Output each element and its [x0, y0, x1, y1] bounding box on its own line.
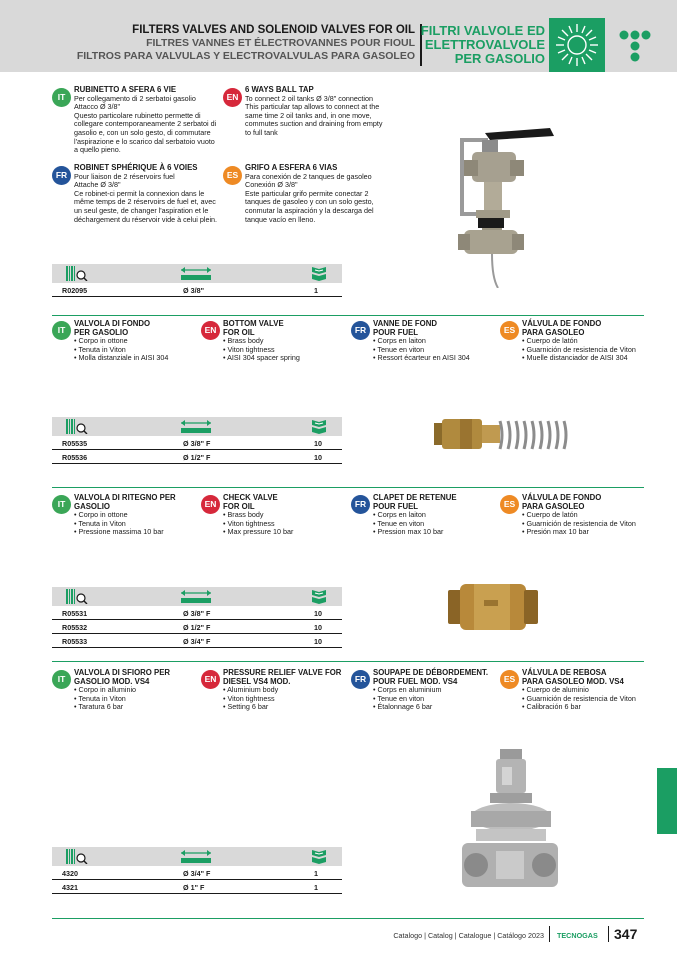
table-row: [52, 620, 342, 634]
table-row: [52, 866, 342, 880]
feature-list: [223, 511, 343, 537]
product-title: GASOLIO MOD. VS4: [74, 676, 150, 686]
article-qty: 10: [314, 609, 322, 618]
article-size: Ø 3/8": [183, 286, 204, 295]
product-title: POUR FUEL: [373, 327, 419, 337]
header-title-en: FILTERS VALVES AND SOLENOID VALVES FOR OIL: [132, 24, 415, 36]
rubinetto-fr-desc: [74, 164, 224, 224]
article-code: 4321: [62, 883, 78, 892]
article-qty: 10: [314, 453, 322, 462]
section-side-tab: [657, 768, 677, 834]
feature-list: [223, 686, 353, 712]
feature-item: • Brass body: [223, 511, 343, 520]
feature-item: • Viton tightness: [223, 695, 353, 704]
feature-item: • Viton tightness: [223, 520, 343, 529]
product-title: POUR FUEL MOD. VS4: [373, 676, 458, 686]
lang-badge-fr: FR: [351, 495, 370, 514]
lang-badge-es: ES: [223, 166, 242, 185]
desc-line: Questo particolare rubinetto permette di: [74, 110, 201, 120]
product-title: VÁLVULA DE FONDO: [522, 493, 602, 502]
article-qty: 1: [314, 869, 318, 878]
feature-item: • Guarnición de resistencia de Viton: [522, 695, 652, 704]
feature-item: • Pressione massima 10 bar: [74, 528, 199, 537]
header-title-fr: FILTRES VANNES ET ÉLECTROVANNES POUR FIOUL: [146, 37, 415, 49]
filter-category-icon: [549, 18, 605, 72]
feature-item: • AISI 304 spacer spring: [223, 354, 343, 363]
article-size: Ø 3/8" F: [183, 609, 211, 618]
table-row: [52, 606, 342, 620]
article-code: R05532: [62, 623, 88, 632]
table-row: [52, 436, 342, 450]
feature-item: • Tenuta in Viton: [74, 695, 199, 704]
feature-item: • Guarnición de resistencia de Viton: [522, 520, 652, 529]
page-number: 347: [614, 926, 638, 942]
ritegno-en-desc: [223, 494, 343, 537]
feature-item: • Tenue en viton: [373, 695, 498, 704]
lang-badge-en: EN: [201, 495, 220, 514]
desc-line: conmutar la aspiración y la descarga del: [245, 205, 374, 215]
desc-line: Conexión Ø 3/8": [245, 180, 298, 190]
sfioro-en-desc: [223, 669, 353, 712]
product-title: CLAPET DE RETENUE: [373, 493, 457, 502]
footer-divider: [52, 918, 644, 919]
footer-separator: [608, 926, 609, 942]
product-title: GRIFO A ESFERA 6 VIAS: [245, 163, 338, 172]
rubinetto-es-desc: [245, 164, 395, 224]
desc-line: a quello pieno.: [74, 145, 121, 155]
ritegno-it-desc: [74, 494, 199, 537]
rubinetto-en-desc: [245, 86, 395, 138]
lang-badge-it: IT: [52, 88, 71, 107]
article-size: Ø 1/2" F: [183, 453, 211, 462]
lang-badge-en: EN: [201, 321, 220, 340]
lang-badge-en: EN: [223, 88, 242, 107]
lang-badge-it: IT: [52, 321, 71, 340]
feature-item: • Corps en aluminium: [373, 686, 498, 695]
product-title: FOR OIL: [223, 327, 255, 337]
header-title-it: [421, 24, 545, 66]
product-title: ROBINET SPHÉRIQUE À 6 VOIES: [74, 163, 198, 172]
article-size: Ø 1" F: [183, 883, 205, 892]
feature-item: • Max pressure 10 bar: [223, 528, 343, 537]
lang-badge-fr: FR: [351, 321, 370, 340]
desc-line: same time 2 oil tanks and, in one move,: [245, 110, 372, 120]
desc-line: tanques de gasoleo y con un solo gesto,: [245, 197, 374, 207]
feature-list: [74, 686, 199, 712]
article-qty: 1: [314, 286, 318, 295]
product-title: PARA GASOLEO: [522, 501, 585, 511]
desc-line: Attache Ø 3/8": [74, 180, 121, 190]
feature-item: • Setting 6 bar: [223, 703, 353, 712]
feature-item: • Corps en laiton: [373, 511, 498, 520]
footer-separator: [549, 926, 550, 942]
feature-item: • Corpo in ottone: [74, 511, 199, 520]
desc-line: Pour liaison de 2 réservoirs fuel: [74, 171, 175, 181]
bottom-valve-photo: [432, 415, 577, 455]
header-title-it-line: ELETTROVALVOLE: [424, 37, 545, 52]
table-header: [52, 587, 342, 606]
footer-catalog: Catalogo | Catalog | Catalogue | Catálogo 2023: [393, 931, 544, 940]
lang-badge-es: ES: [500, 321, 519, 340]
feature-list: [373, 511, 498, 537]
product-title: VALVOLA DI FONDO: [74, 319, 151, 328]
desc-line: Para conexión de 2 tanques de gasoleo: [245, 171, 372, 181]
lang-badge-it: IT: [52, 670, 71, 689]
article-code: R05531: [62, 609, 88, 618]
product-title: SOUPAPE DE DÉBORDEMENT.: [373, 668, 489, 677]
article-qty: 10: [314, 637, 322, 646]
product-title: PRESSURE RELIEF VALVE FOR: [223, 668, 342, 677]
desc-line: This particular tap allows to connect at the: [245, 102, 380, 112]
feature-list: [223, 337, 343, 363]
product-title: PARA GASOLEO MOD. VS4: [522, 676, 624, 686]
header-titles: [77, 24, 415, 63]
desc-line: commutes suction and draining from empty: [245, 119, 383, 129]
feature-item: • Tenuta in Viton: [74, 346, 194, 355]
feature-item: • Étalonnage 6 bar: [373, 703, 498, 712]
ritegno-es-desc: [522, 494, 652, 537]
fondo-it-desc: [74, 320, 194, 363]
product-title: VALVOLA DI RITEGNO PER: [74, 493, 176, 502]
desc-line: déchargement du réservoir vide à celui plein.: [74, 214, 218, 224]
desc-line: Ce robinet-ci permit la connexion dans le: [74, 188, 205, 198]
desc-line: collegare contemporaneamente 2 serbatoi di: [74, 119, 217, 129]
fondo-es-desc: [522, 320, 652, 363]
product-title: RUBINETTO A SFERA 6 VIE: [74, 85, 177, 94]
feature-item: • Presión max 10 bar: [522, 528, 652, 537]
product-title: VÁLVULA DE REBOSA: [522, 668, 607, 677]
fondo-table: [52, 417, 342, 464]
article-qty: 1: [314, 883, 318, 892]
section-divider: [52, 315, 644, 316]
lang-badge-fr: FR: [351, 670, 370, 689]
article-code: R05536: [62, 453, 88, 462]
header-title-it-line: PER GASOLIO: [454, 51, 545, 66]
feature-item: • Calibración 6 bar: [522, 703, 652, 712]
feature-item: • Corpo in ottone: [74, 337, 194, 346]
desc-line: l'aspirazione e lo scarico dal serbatoio vuoto: [74, 136, 215, 146]
table-header: [52, 264, 342, 283]
feature-item: • Viton tightness: [223, 346, 343, 355]
feature-item: • Pression max 10 bar: [373, 528, 498, 537]
article-code: R02095: [62, 286, 88, 295]
product-title: CHECK VALVE: [223, 493, 278, 502]
lang-badge-es: ES: [500, 495, 519, 514]
ritegno-table: [52, 587, 342, 648]
lang-badge-en: EN: [201, 670, 220, 689]
feature-item: • Ressort écarteur en AISI 304: [373, 354, 498, 363]
article-size: Ø 1/2" F: [183, 623, 211, 632]
sfioro-fr-desc: [373, 669, 498, 712]
product-title: DIESEL VS4 MOD.: [223, 676, 291, 686]
fondo-en-desc: [223, 320, 343, 363]
desc-line: un seul geste, de changer l'aspiration et le: [74, 205, 209, 215]
feature-item: • Tenuta in Viton: [74, 520, 199, 529]
section-divider: [52, 487, 644, 488]
lang-badge-fr: FR: [52, 166, 71, 185]
ritegno-fr-desc: [373, 494, 498, 537]
product-title: FOR OIL: [223, 501, 255, 511]
sfioro-table: [52, 847, 342, 894]
article-code: R05533: [62, 637, 88, 646]
article-size: Ø 3/8" F: [183, 439, 211, 448]
sfioro-es-desc: [522, 669, 652, 712]
product-title: BOTTOM VALVE: [223, 319, 284, 328]
article-code: R05535: [62, 439, 88, 448]
feature-item: • Tenue en viton: [373, 346, 498, 355]
product-title: VALVOLA DI SFIORO PER: [74, 668, 171, 677]
feature-list: [74, 337, 194, 363]
feature-list: [373, 337, 498, 363]
rubinetto-it-desc: [74, 86, 224, 155]
feature-item: • Cuerpo de latón: [522, 511, 652, 520]
article-qty: 10: [314, 623, 322, 632]
article-size: Ø 3/4" F: [183, 637, 211, 646]
product-title: POUR FUEL: [373, 501, 419, 511]
desc-line: gasolio e, con un solo gesto, di commutare: [74, 127, 211, 137]
feature-list: [522, 686, 652, 712]
product-title: PARA GASOLEO: [522, 327, 585, 337]
desc-line: Este particular grifo permite conectar 2: [245, 188, 369, 198]
feature-item: • Cuerpo de latón: [522, 337, 652, 346]
feature-item: • Brass body: [223, 337, 343, 346]
fondo-fr-desc: [373, 320, 498, 363]
brand-logo: TECNOGAS: [557, 931, 598, 940]
product-title: VÁLVULA DE FONDO: [522, 319, 602, 328]
product-title: VANNE DE FOND: [373, 319, 437, 328]
feature-item: • Corpo in alluminio: [74, 686, 199, 695]
table-row: [52, 283, 342, 297]
desc-line: to full tank: [245, 127, 278, 137]
feature-list: [74, 511, 199, 537]
desc-line: Attacco Ø 3/8": [74, 102, 121, 112]
desc-line: To connect 2 oil tanks Ø 3/8" connection: [245, 93, 374, 103]
feature-item: • Taratura 6 bar: [74, 703, 199, 712]
header-title-it-line: FILTRI VALVOLE ED: [420, 23, 545, 38]
feature-item: • Aluminium body: [223, 686, 353, 695]
desc-line: Per collegamento di 2 serbatoi gasolio: [74, 93, 196, 103]
product-title: GASOLIO: [74, 501, 110, 511]
product-title: PER GASOLIO: [74, 327, 129, 337]
article-size: Ø 3/4" F: [183, 869, 211, 878]
desc-line: même temps de 2 réservoirs de fuel et, avec: [74, 197, 216, 207]
table-row: [52, 634, 342, 648]
feature-list: [522, 511, 652, 537]
feature-list: [522, 337, 652, 363]
feature-item: • Cuerpo de aluminio: [522, 686, 652, 695]
feature-item: • Guarnición de resistencia de Viton: [522, 346, 652, 355]
table-header: [52, 417, 342, 436]
desc-line: tanque vacío en lleno.: [245, 214, 316, 224]
section-divider: [52, 661, 644, 662]
lang-badge-es: ES: [500, 670, 519, 689]
header-title-es: FILTROS PARA VALVULAS Y ELECTROVALVULAS PARA GASOLEO: [76, 50, 415, 62]
feature-item: • Molla distanziale in AISI 304: [74, 354, 194, 363]
feature-list: [373, 686, 498, 712]
table-row: [52, 450, 342, 464]
ball-tap-photo: [450, 118, 570, 288]
feature-item: • Corps en laiton: [373, 337, 498, 346]
rubinetto-table: [52, 264, 342, 297]
article-code: 4320: [62, 869, 78, 878]
feature-item: • Muelle distanciador de AISI 304: [522, 354, 652, 363]
check-valve-photo: [444, 580, 544, 634]
relief-valve-photo: [456, 745, 576, 895]
page-header: [0, 0, 677, 72]
table-row: [52, 880, 342, 894]
table-header: [52, 847, 342, 866]
lang-badge-it: IT: [52, 495, 71, 514]
article-qty: 10: [314, 439, 322, 448]
sfioro-it-desc: [74, 669, 199, 712]
product-title: 6 WAYS BALL TAP: [245, 85, 314, 94]
feature-item: • Tenue en viton: [373, 520, 498, 529]
section-dots-icon: [605, 18, 657, 72]
